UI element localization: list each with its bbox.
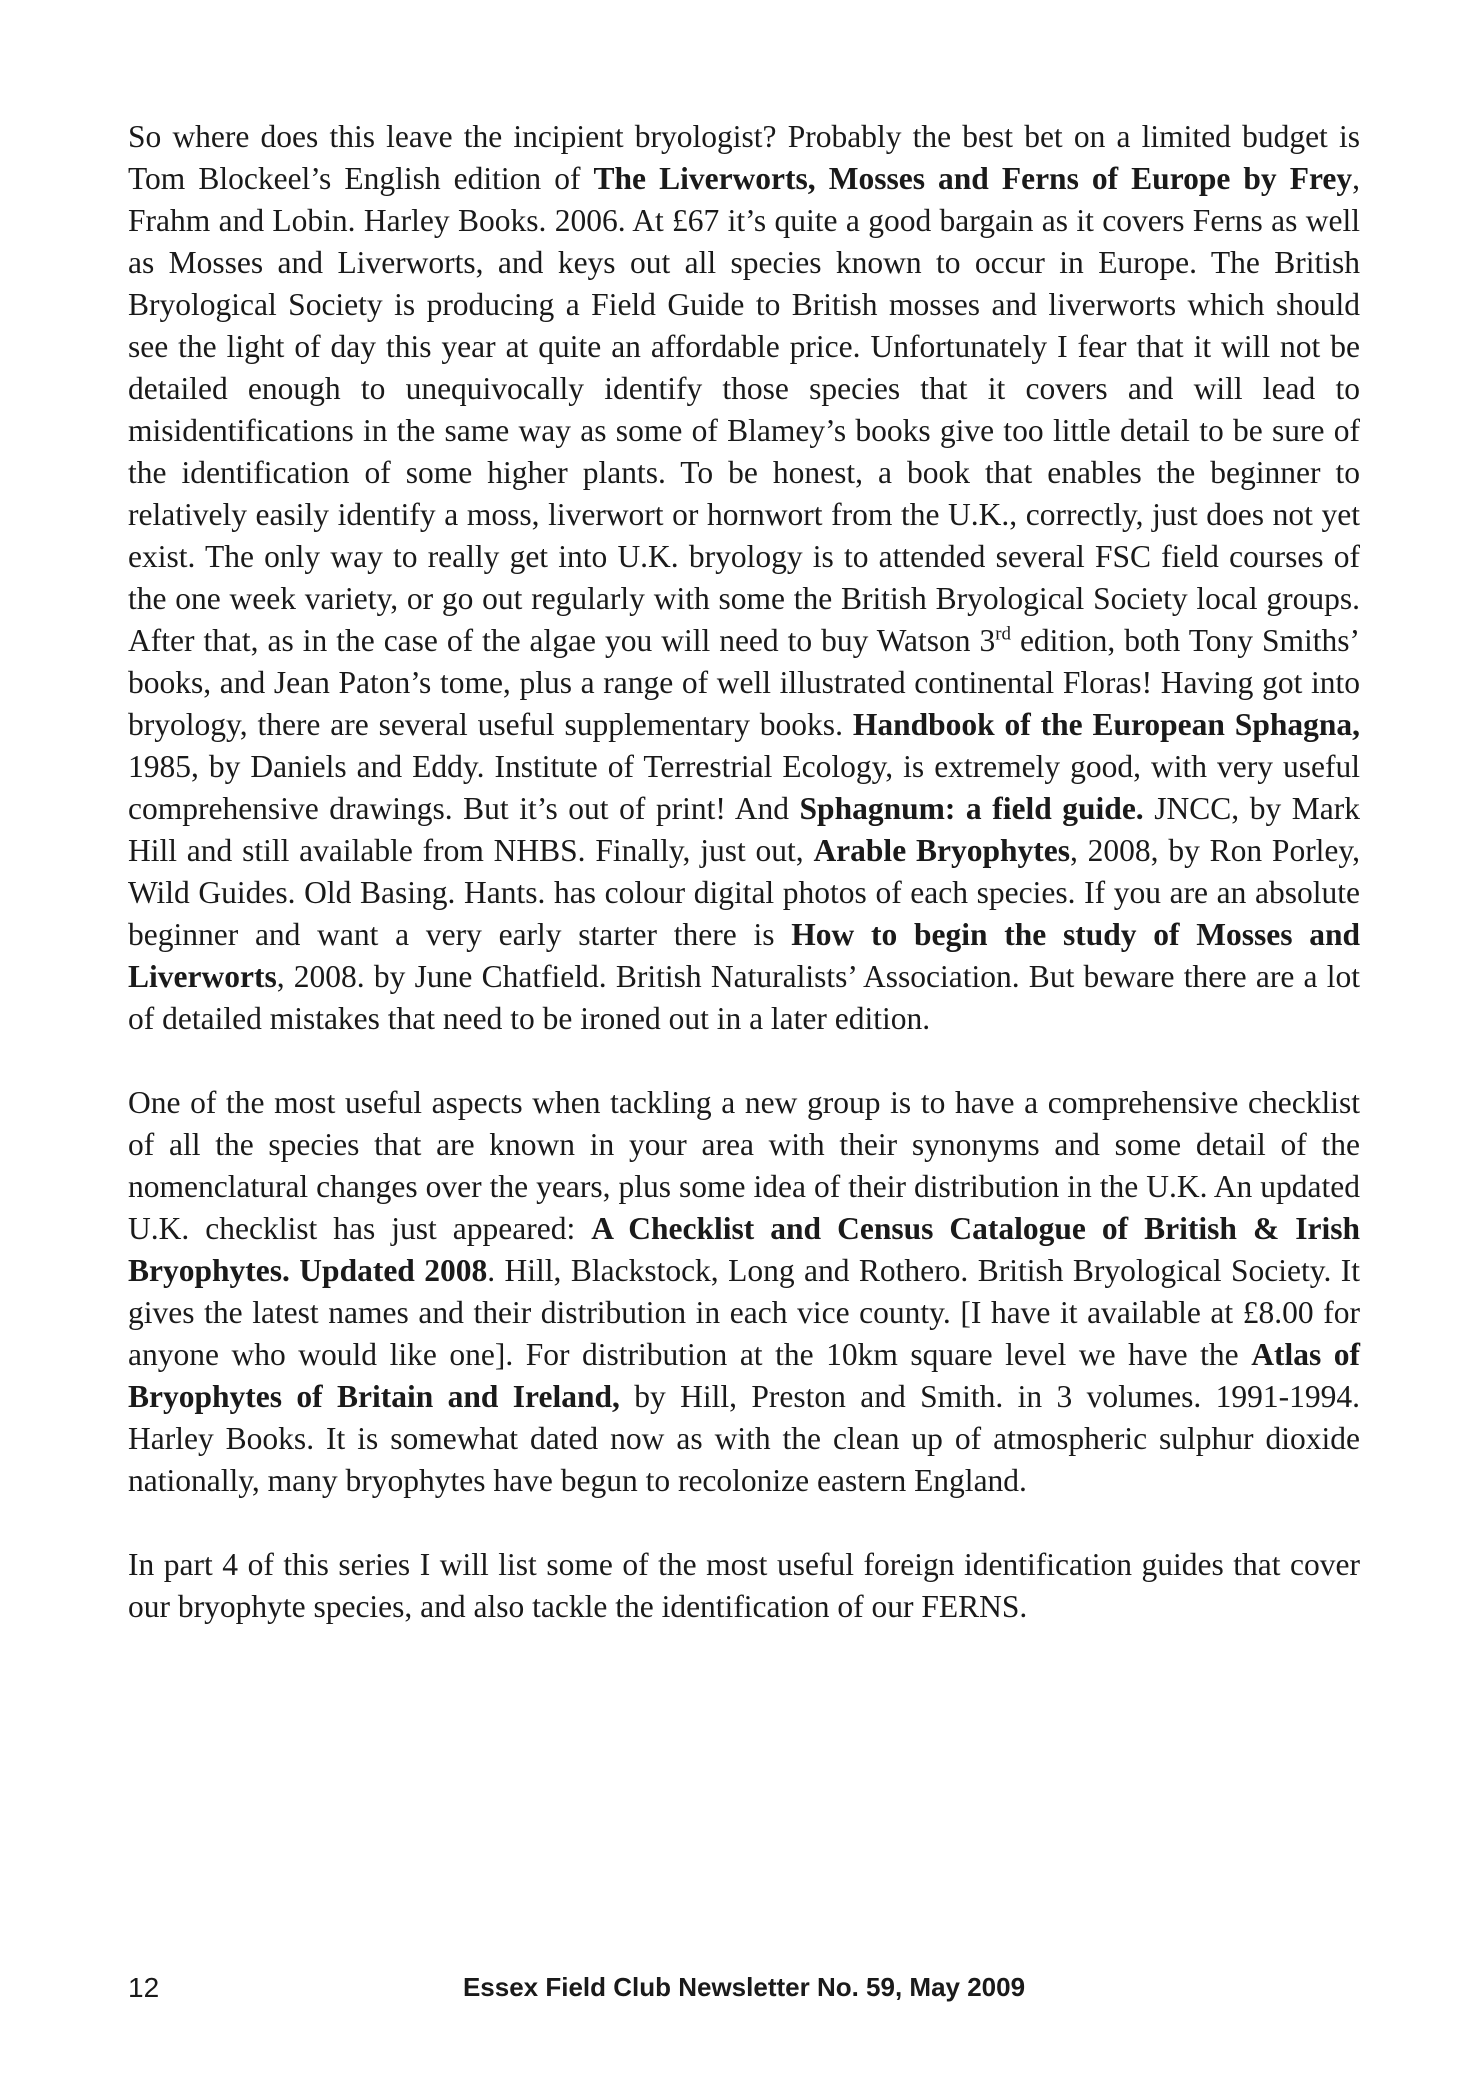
paragraph-text: 1985, by Daniels and Eddy. Institute of Terrestrial Ecology, is extremely good, with very useful comprehensive drawings. But it’s out of print! And bbox=[128, 749, 1360, 826]
book-title: Atlas of Bryophytes of Britain and Ireland, bbox=[128, 1337, 1360, 1414]
paragraph-text: edition, both Tony Smiths’ books, and Jean Paton’s tome, plus a range of well illustrated continental Floras! Having got into bryology, there are several useful supplementary books. bbox=[128, 623, 1360, 742]
paragraph-checklists bbox=[128, 1082, 1360, 1502]
book-title: How to begin the study of Mosses and Liverworts bbox=[128, 917, 1360, 994]
paragraph-text: , 2008. by June Chatfield. British Naturalists’ Association. But beware there are a lot of detailed mistakes that need to be ironed out in a later edition. bbox=[128, 959, 1360, 1036]
paragraph-text: . Hill, Blackstock, Long and Rothero. British Bryological Society. It gives the latest names and their distribution in each vice county. [I have it available at £8.00 for anyone who would like one]. For distribution at the 10km square level we have the bbox=[128, 1253, 1360, 1372]
book-title: A Checklist and Census Catalogue of British & Irish Bryophytes. Updated 2008 bbox=[128, 1211, 1360, 1288]
paragraph-series-note: In part 4 of this series I will list some of the most useful foreign identification guides that cover our bryophyte species, and also tackle the identification of our FERNS. bbox=[128, 1547, 1360, 1624]
article-body bbox=[128, 116, 1360, 1628]
paragraph-text: So where does this leave the incipient bryologist? Probably the best bet on a limited budget is Tom Blockeel’s English edition of bbox=[128, 119, 1360, 196]
paragraph-text: , 2008, by Ron Porley, Wild Guides. Old Basing. Hants. has colour digital photos of each species. If you are an absolute beginner and want a very early starter there is bbox=[128, 833, 1360, 952]
paragraph-text: JNCC, by Mark Hill and still available from NHBS. Finally, just out, bbox=[128, 791, 1361, 868]
paragraph-text: , Frahm and Lobin. Harley Books. 2006. At £67 it’s quite a good bargain as it covers Ferns as well as Mosses and Liverworts, and keys out all species known to occur in Europe. The British Bryological Society is producing a Field Guide to British mosses and liverworts which should see the light of day this year at quite an affordable price. Unfortunately I fear that it will not be detailed enough to unequivocally identify those species that it covers and will lead to misidentifications in the same way as some of Blamey’s books give too little detail to be sure of the identification of some higher plants. To be honest, a book that enables the beginner to relatively easily identify a moss, liverwort or hornwort from the U.K., correctly, just does not yet exist. The only way to really get into U.K. bryology is to attended several FSC field courses of the one week variety, or go out regularly with some the British Bryological Society local groups. After that, as in the case of the algae you will need to buy Watson 3 bbox=[128, 161, 1360, 658]
paragraph-text: by Hill, Preston and Smith. in 3 volumes. 1991-1994. Harley Books. It is somewhat dated now as with the clean up of atmospheric sulphur dioxide nationally, many bryophytes have begun to recolonize eastern England. bbox=[128, 1379, 1361, 1498]
book-title: The Liverworts, Mosses and Ferns of Europe by Frey bbox=[593, 161, 1353, 196]
newsletter-title: Essex Field Club Newsletter No. 59, May 2009 bbox=[462, 1972, 1026, 2002]
book-title: Sphagnum: a field guide. bbox=[799, 791, 1144, 826]
page-footer bbox=[128, 1972, 1360, 2012]
page-number: 12 bbox=[128, 1972, 160, 2003]
ordinal-superscript: rd bbox=[995, 623, 1011, 645]
book-title: Arable Bryophytes bbox=[813, 833, 1070, 868]
paragraph-text: One of the most useful aspects when tackling a new group is to have a comprehensive checklist of all the species that are known in your area with their synonyms and some detail of the nomenclatural changes over the years, plus some idea of their distribution in the U.K. An updated U.K. checklist has just appeared: bbox=[128, 1085, 1360, 1246]
paragraph-identification-books bbox=[128, 116, 1360, 1040]
book-title: Handbook of the European Sphagna, bbox=[852, 707, 1361, 742]
